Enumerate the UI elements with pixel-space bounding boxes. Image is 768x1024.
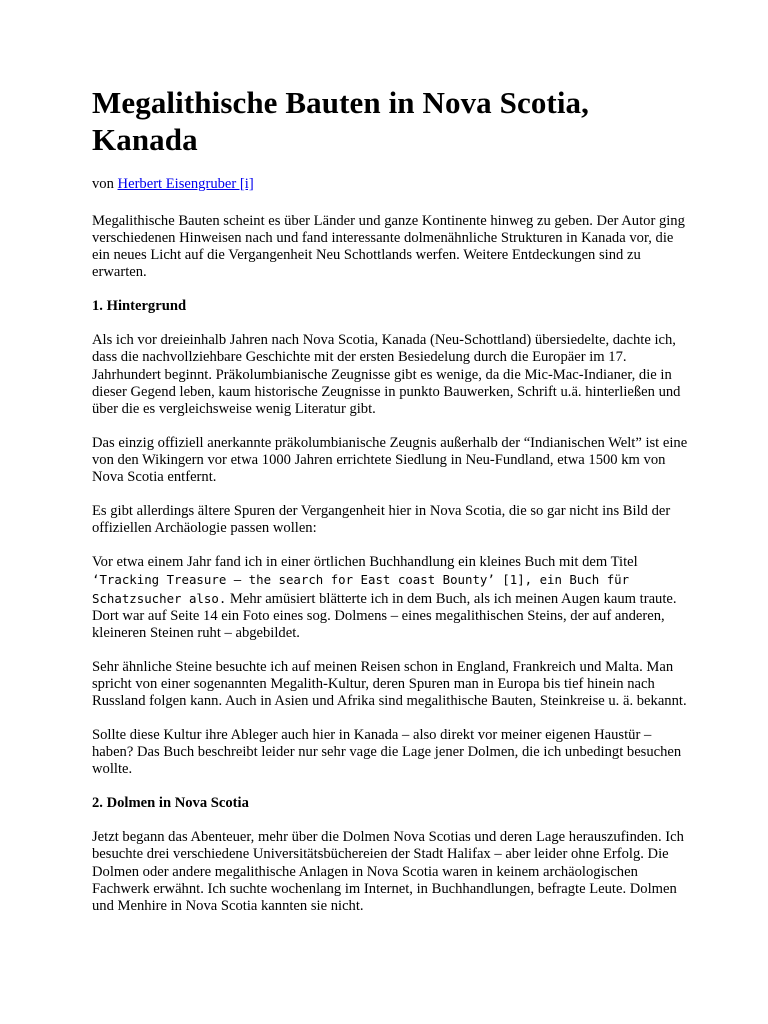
page-title: Megalithische Bauten in Nova Scotia, Kanada [92, 85, 590, 157]
paragraph-4 [92, 554, 688, 641]
section-heading-hintergrund: 1. Hintergrund [92, 298, 187, 315]
paragraph-3: Es gibt allerdings ältere Spuren der Vergangenheit hier in Nova Scotia, die so gar nicht ins Bild der offiziellen Archäologie passen wollen: [92, 503, 671, 537]
intro-paragraph: Megalithische Bauten scheint es über Länder und ganze Kontinente hinweg zu geben. Der Autor ging verschiedenen Hinweisen nach und fand interessante dolmenähnliche Strukturen in Kanada vor, die ein neues Licht auf die Vergangenheit Neu Schottlands werfen. Weitere Entdeckungen sind zu erwarten. [92, 213, 685, 281]
author-link[interactable]: Herbert Eisengruber [i] [117, 176, 254, 192]
book-title-reference: ‘Tracking Treasure – the search for East coast Bounty’ [1], ein Buch für Schatzsucher also. [92, 572, 630, 606]
section-heading-dolmen: 2. Dolmen in Nova Scotia [92, 795, 249, 812]
paragraph-2: Das einzig offiziell anerkannte präkolumbianische Zeugnis außerhalb der “Indianischen Welt” ist eine von den Wikingern vor etwa 1000 Jahren errichtete Siedlung in Neu-Fundland, etwa 1500 km von Nova Scotia entfernt. [92, 434, 688, 486]
paragraph-4-part-c: Mehr amüsiert blätterte ich in dem Buch, als ich meinen Augen kaum traute. Dort war auf Seite 14 ein Foto eines sog. Dolmens – eines megalithischen Steins, der auf anderen, kleineren Steinen ruht – abgebildet. [92, 590, 677, 641]
paragraph-5: Sehr ähnliche Steine besuchte ich auf meinen Reisen schon in England, Frankreich und Malta. Man spricht von einer sogenannten Megalith-Kultur, deren Spuren man in Europa bis tief hinein nach Russland folgen kann. Auch in Asien und Afrika sind megalithische Bauten, Steinkreise u. ä. bekannt. [92, 658, 687, 709]
paragraph-4-part-a: Vor etwa einem Jahr fand ich in einer örtlichen Buchhandlung ein kleines Buch mit dem Titel [92, 554, 638, 571]
byline-prefix: von [92, 176, 114, 192]
paragraph-7: Jetzt begann das Abenteuer, mehr über die Dolmen Nova Scotias und deren Lage herauszufinden. Ich besuchte drei verschiedene Universitätsbüchereien der Stadt Halifax – aber leider ohne Erfolg. Die Dolmen oder andere megalithische Anlagen in Nova Scotia waren in keinem archäologischen Fachwerk erwähnt. Ich suchte wochenlang im Internet, in Buchhandlungen, befragte Leute. Dolmen und Menhire in Nova Scotia kannten sie nicht. [92, 829, 684, 914]
paragraph-6: Sollte diese Kultur ihre Ableger auch hier in Kanada – also direkt vor meiner eigenen Haustür – haben? Das Buch beschreibt leider nur sehr vage die Lage jener Dolmen, die ich unbedingt besuchen wollte. [92, 727, 682, 778]
byline [92, 176, 688, 193]
document-page [92, 84, 688, 932]
paragraph-1: Als ich vor dreieinhalb Jahren nach Nova Scotia, Kanada (Neu-Schottland) übersiedelte, dachte ich, dass die nachvollziehbare Geschichte mit der ersten Besiedelung durch die Europäer im 17. Jahrhundert beginnt. Präkolumbianische Zeugnisse gibt es wenige, da die Mic-Mac-Indianer, die in dieser Gegend leben, kaum historische Zeugnisse in punkto Bauwerken, Schrift u.ä. hinterließen und über die es vergleichsweise wenig Literatur gibt. [92, 332, 681, 417]
